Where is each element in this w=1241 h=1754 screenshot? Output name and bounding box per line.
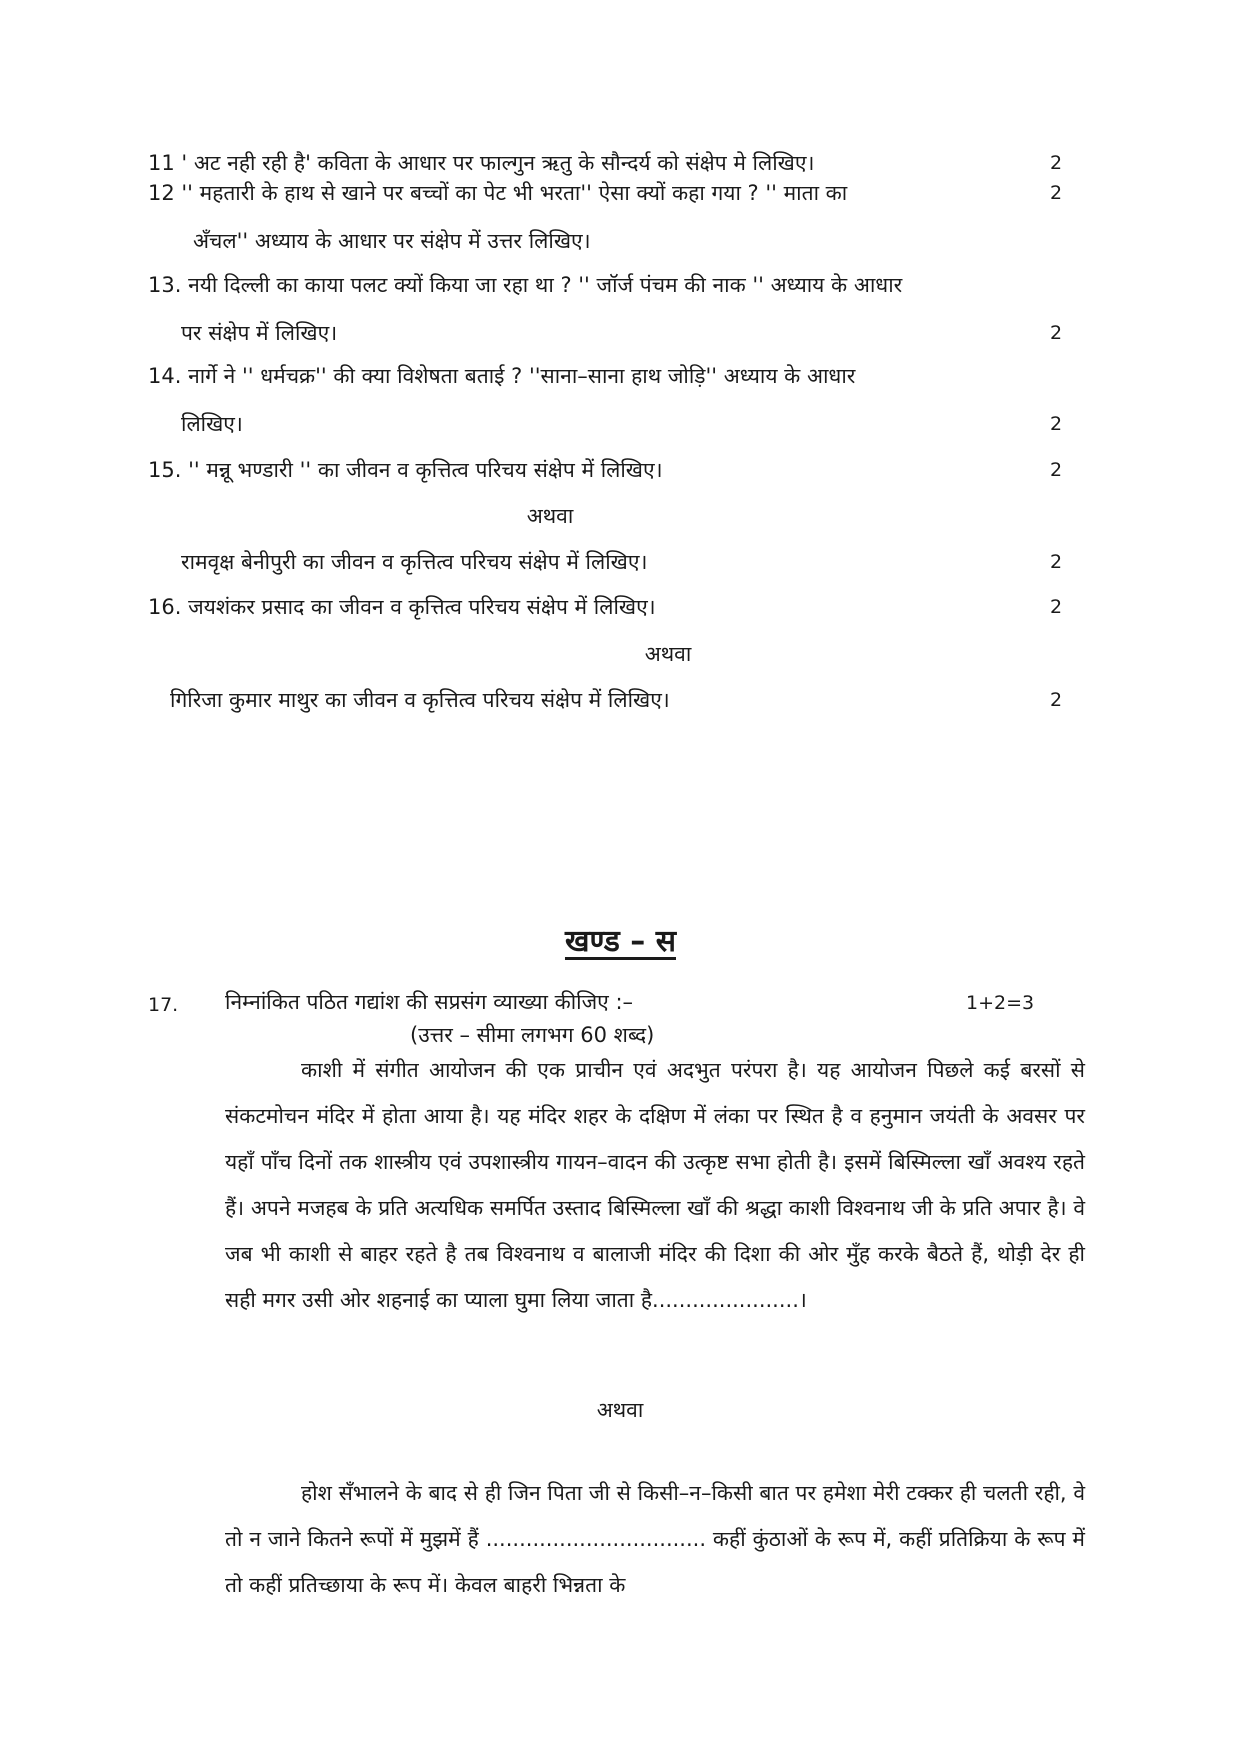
question-text: नार्गे ने '' धर्मचक्र'' की क्या विशेषता बताई ? ''साना–साना हाथ जोड़ि'' अध्याय के आधार bbox=[181, 364, 856, 388]
section-heading bbox=[0, 922, 1241, 962]
passage-2-text: होश सँभालने के बाद से ही जिन पिता जी से किसी–न–किसी बात पर हमेशा मेरी टक्कर ही चलती रही, वे तो न जाने कितने रूपों में मुझमें हैं ................................. कहीं कुंठाओं के रूप में, कहीं प्रतिक्रिया के रूप में तो कहीं प्रतिच्छाया के रूप में। केवल बाहरी भिन्नता के bbox=[225, 1481, 1085, 1597]
question-15-marks: 2 bbox=[1049, 459, 1063, 481]
question-14 bbox=[148, 361, 855, 391]
question-14-marks: 2 bbox=[1049, 413, 1063, 435]
question-17-number: 17. bbox=[148, 994, 179, 1016]
question-number: 14. bbox=[148, 364, 182, 388]
passage-2 bbox=[225, 1470, 1085, 1608]
question-12 bbox=[148, 178, 847, 208]
question-17-or-label: अथवा bbox=[596, 1398, 644, 1422]
section-title: खण्ड – स bbox=[564, 924, 676, 959]
question-text: ' अट नही रही है' कविता के आधार पर फाल्गुन ऋतु के सौन्दर्य को संक्षेप मे लिखिए। bbox=[174, 151, 815, 175]
question-number: 11 bbox=[148, 151, 175, 175]
question-13-marks: 2 bbox=[1049, 322, 1063, 344]
question-text: '' महतारी के हाथ से खाने पर बच्चों का पेट भी भरता'' ऐसा क्यों कहा गया ? '' माता का bbox=[174, 181, 848, 205]
question-15 bbox=[148, 455, 663, 485]
question-16 bbox=[148, 592, 656, 622]
question-16-alt-marks: 2 bbox=[1049, 689, 1063, 711]
question-17-marks: 1+2=3 bbox=[966, 992, 1035, 1014]
question-14-continuation: लिखिए। bbox=[181, 412, 243, 436]
question-number: 15. bbox=[148, 458, 182, 482]
question-13-continuation: पर संक्षेप में लिखिए। bbox=[181, 321, 338, 345]
question-15-alt-marks: 2 bbox=[1049, 551, 1063, 573]
question-11 bbox=[148, 148, 814, 178]
question-number: 13. bbox=[148, 273, 182, 297]
question-13 bbox=[148, 270, 902, 300]
question-16-or-label: अथवा bbox=[644, 642, 692, 666]
passage-1 bbox=[225, 1047, 1085, 1323]
question-number: 16. bbox=[148, 595, 182, 619]
question-17-prompt: निम्नांकित पठित गद्यांश की सप्रसंग व्याख्या कीजिए :– bbox=[225, 990, 634, 1014]
question-16-marks: 2 bbox=[1049, 596, 1063, 618]
question-16-alternative: गिरिजा कुमार माथुर का जीवन व कृत्तित्व परिचय संक्षेप में लिखिए। bbox=[170, 688, 670, 712]
passage-1-text: काशी में संगीत आयोजन की एक प्राचीन एवं अदभुत परंपरा है। यह आयोजन पिछले कई बरसों से संकटमोचन मंदिर में होता आया है। यह मंदिर शहर के दक्षिण में लंका पर स्थित है व हनुमान जयंती के अवसर पर यहाँ पाँच दिनों तक शास्त्रीय एवं उपशास्त्रीय गायन–वादन की उत्कृष्ट सभा होती है। इसमें बिस्मिल्ला खाँ अवश्य रहते हैं। अपने मजहब के प्रति अत्यधिक समर्पित उस्ताद बिस्मिल्ला खाँ की श्रद्धा काशी विश्वनाथ जी के प्रति अपार है। वे जब भी काशी से बाहर रहते है तब विश्वनाथ व बालाजी मंदिर की दिशा की ओर मुँह करके बैठते हैं, थोड़ी देर ही सही मगर उसी ओर शहनाई का प्याला घुमा लिया जाता है......................। bbox=[225, 1058, 1085, 1312]
question-17-word-limit: (उत्तर – सीमा लगभग 60 शब्द) bbox=[410, 1023, 655, 1047]
question-12-continuation: अँचल'' अध्याय के आधार पर संक्षेप में उत्तर लिखिए। bbox=[193, 229, 591, 253]
question-11-marks: 2 bbox=[1049, 152, 1063, 174]
question-text: जयशंकर प्रसाद का जीवन व कृत्तित्व परिचय संक्षेप में लिखिए। bbox=[181, 595, 656, 619]
question-text: नयी दिल्ली का काया पलट क्यों किया जा रहा था ? '' जॉर्ज पंचम की नाक '' अध्याय के आधार bbox=[181, 273, 903, 297]
question-text: '' मन्नू भण्डारी '' का जीवन व कृत्तित्व परिचय संक्षेप में लिखिए। bbox=[181, 458, 663, 482]
question-15-or-label: अथवा bbox=[526, 504, 574, 528]
question-number: 12 bbox=[148, 181, 175, 205]
question-15-alternative: रामवृक्ष बेनीपुरी का जीवन व कृत्तित्व परिचय संक्षेप में लिखिए। bbox=[181, 550, 648, 574]
question-12-marks: 2 bbox=[1049, 182, 1063, 204]
